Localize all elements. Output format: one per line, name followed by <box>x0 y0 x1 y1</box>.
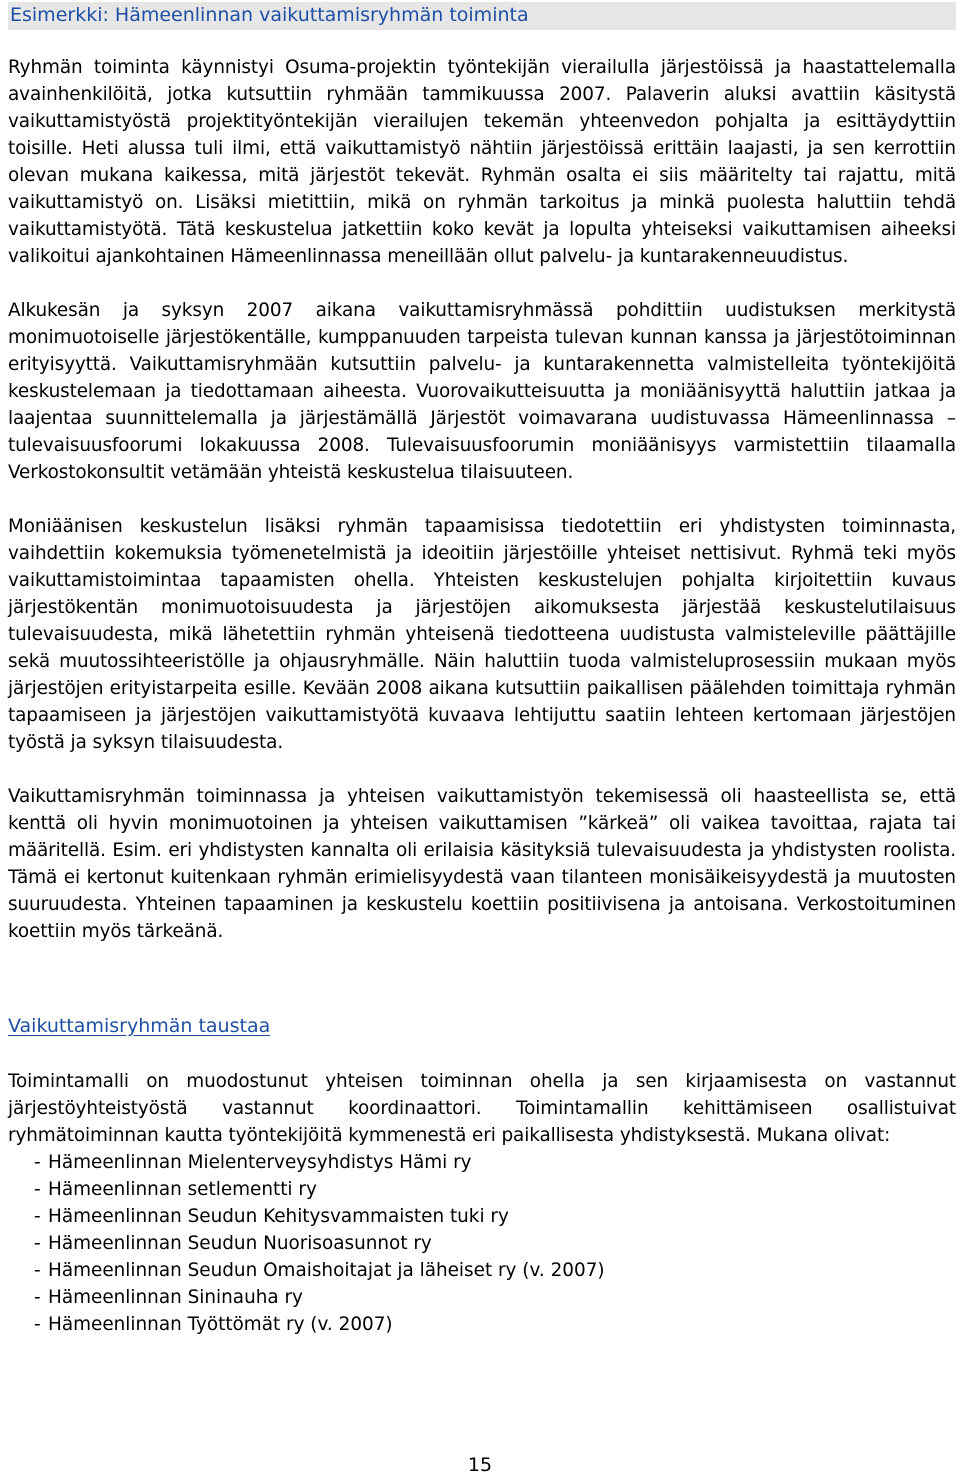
example-paragraph-4: Vaikuttamisryhmän toiminnassa ja yhteisen vaikuttamistyön tekemisessä oli haasteellista se, että kenttä oli hyvin monimuotoinen ja yhteisen vaikuttamisen ”kärkeä” oli vaikea tavoittaa, rajata tai määritellä. Esim. eri yhdistysten kannalta oli erilaisia käsityksiä tulevaisuudesta ja yhdistysten roolista. Tämä ei kertonut kuitenkaan ryhmän erimielisyydestä vaan tilanteen monisäikeisyydestä ja muutosten suuruudesta. Yhteinen tapaaminen ja keskustelu koettiin positiivisena ja antoisana. Verkostoituminen koettiin myös tärkeänä. <box>8 786 956 942</box>
dash-bullet: - <box>34 1233 41 1254</box>
list-item <box>8 1203 956 1230</box>
page-number: 15 <box>467 1454 493 1476</box>
dash-bullet: - <box>34 1260 41 1281</box>
example-paragraph-3: Moniäänisen keskustelun lisäksi ryhmän tapaamisissa tiedotettiin eri yhdistysten toiminnasta, vaihdettiin kokemuksia työmenetelmistä ja ideoitiin järjestöille yhteiset nettisivut. Ryhmä teki myös vaikuttamistoimintaa tapaamisten ohella. Yhteisten keskustelujen pohjalta kirjoitettiin kuvaus järjestökentän monimuotoisuudesta ja järjestöjen aikomuksesta järjestää keskustelutilaisuus tulevaisuudesta, mikä lähetettiin ryhmän yhteisenä tiedotteena uudistusta valmisteleville päättäjille sekä muutossihteeristölle ja ohjausryhmälle. Näin haluttiin tuoda valmisteluprosessiin mukaan myös järjestöjen erityistarpeita esille. Kevään 2008 aikana kutsuttiin paikallisen päälehden toimittaja ryhmän tapaamiseen ja järjestöjen vaikuttamistyötä kuvaava lehtijuttu saatiin lehteen kertomaan järjestöjen työstä ja syksyn tilaisuudesta. <box>8 516 956 753</box>
member-name: Hämeenlinnan Sininauha ry <box>48 1287 303 1308</box>
example-box-title: Esimerkki: Hämeenlinnan vaikuttamisryhmän toiminta <box>8 2 956 30</box>
member-name: Hämeenlinnan Työttömät ry (v. 2007) <box>48 1314 393 1335</box>
dash-bullet: - <box>34 1287 41 1308</box>
list-item <box>8 1284 956 1311</box>
document-page <box>8 0 956 1338</box>
section-intro-paragraph: Toimintamalli on muodostunut yhteisen toiminnan ohella ja sen kirjaamisesta on vastannut järjestöyhteistyöstä vastannut koordinaattori. Toimintamallin kehittämiseen osallistuivat ryhmätoiminnan kautta työntekijöitä kymmenestä eri paikallisesta yhdistyksestä. Mukana olivat: <box>8 1071 956 1146</box>
member-name: Hämeenlinnan Seudun Nuorisoasunnot ry <box>48 1233 432 1254</box>
example-paragraph-2: Alkukesän ja syksyn 2007 aikana vaikuttamisryhmässä pohdittiin uudistuksen merkitystä monimuotoiselle järjestökentälle, kumppanuuden tarpeista tulevan kunnan kanssa ja järjestötoiminnan erityisyyttä. Vaikuttamisryhmään kutsuttiin palvelu- ja kuntarakennetta valmistelleita työntekijöitä keskustelemaan ja tiedottamaan aiheesta. Vuorovaikutteisuutta ja moniäänisyyttä haluttiin jatkaa ja laajentaa suunnittelemalla ja järjestämällä Järjestöt voimavarana uudistuvassa Hämeenlinnassa – tulevaisuusfoorumi lokakuussa 2008. Tulevaisuusfoorumin moniäänisyys varmistettiin tilaamalla Verkostokonsultit vetämään yhteistä keskustelua tilaisuuteen. <box>8 300 956 483</box>
member-name: Hämeenlinnan Seudun Omaishoitajat ja läheiset ry (v. 2007) <box>48 1260 605 1281</box>
member-name: Hämeenlinnan Mielenterveysyhdistys Hämi ry <box>48 1152 472 1173</box>
list-item <box>8 1311 956 1338</box>
example-paragraph-1: Ryhmän toiminta käynnistyi Osuma-projektin työntekijän vierailulla järjestöissä ja haastattelemalla avainhenkilöitä, jotka kutsuttiin ryhmään tammikuussa 2007. Palaverin aluksi avattiin käsitystä vaikuttamistyöstä projektityöntekijän vierailujen tekemän yhteenvedon pohjalta ja esittäydyttiin toisille. Heti alussa tuli ilmi, että vaikuttamistyö nähtiin järjestöissä erittäin laajasti, ja sen kerrottiin olevan mukana kaikessa, mitä järjestöt tekevät. Ryhmän osalta ei siis määritelty tai rajattu, mitä vaikuttamistyö on. Lisäksi mietittiin, mikä on ryhmän tarkoitus ja minkä puolesta haluttiin tehdä vaikuttamistyötä. Tätä keskustelua jatkettiin koko kevät ja lopulta yhteiseksi vaikuttamisen aiheeksi valikoitui ajankohtainen Hämeenlinnassa meneillään ollut palvelu- ja kuntarakenneuudistus. <box>8 57 956 267</box>
dash-bullet: - <box>34 1314 41 1335</box>
member-name: Hämeenlinnan setlementti ry <box>48 1179 317 1200</box>
dash-bullet: - <box>34 1179 41 1200</box>
section-heading: Vaikuttamisryhmän taustaa <box>8 1015 271 1037</box>
list-item <box>8 1257 956 1284</box>
list-item <box>8 1176 956 1203</box>
member-name: Hämeenlinnan Seudun Kehitysvammaisten tuki ry <box>48 1206 509 1227</box>
list-item <box>8 1230 956 1257</box>
member-organizations-list <box>8 1149 956 1338</box>
dash-bullet: - <box>34 1206 41 1227</box>
list-item <box>8 1149 956 1176</box>
dash-bullet: - <box>34 1152 41 1173</box>
